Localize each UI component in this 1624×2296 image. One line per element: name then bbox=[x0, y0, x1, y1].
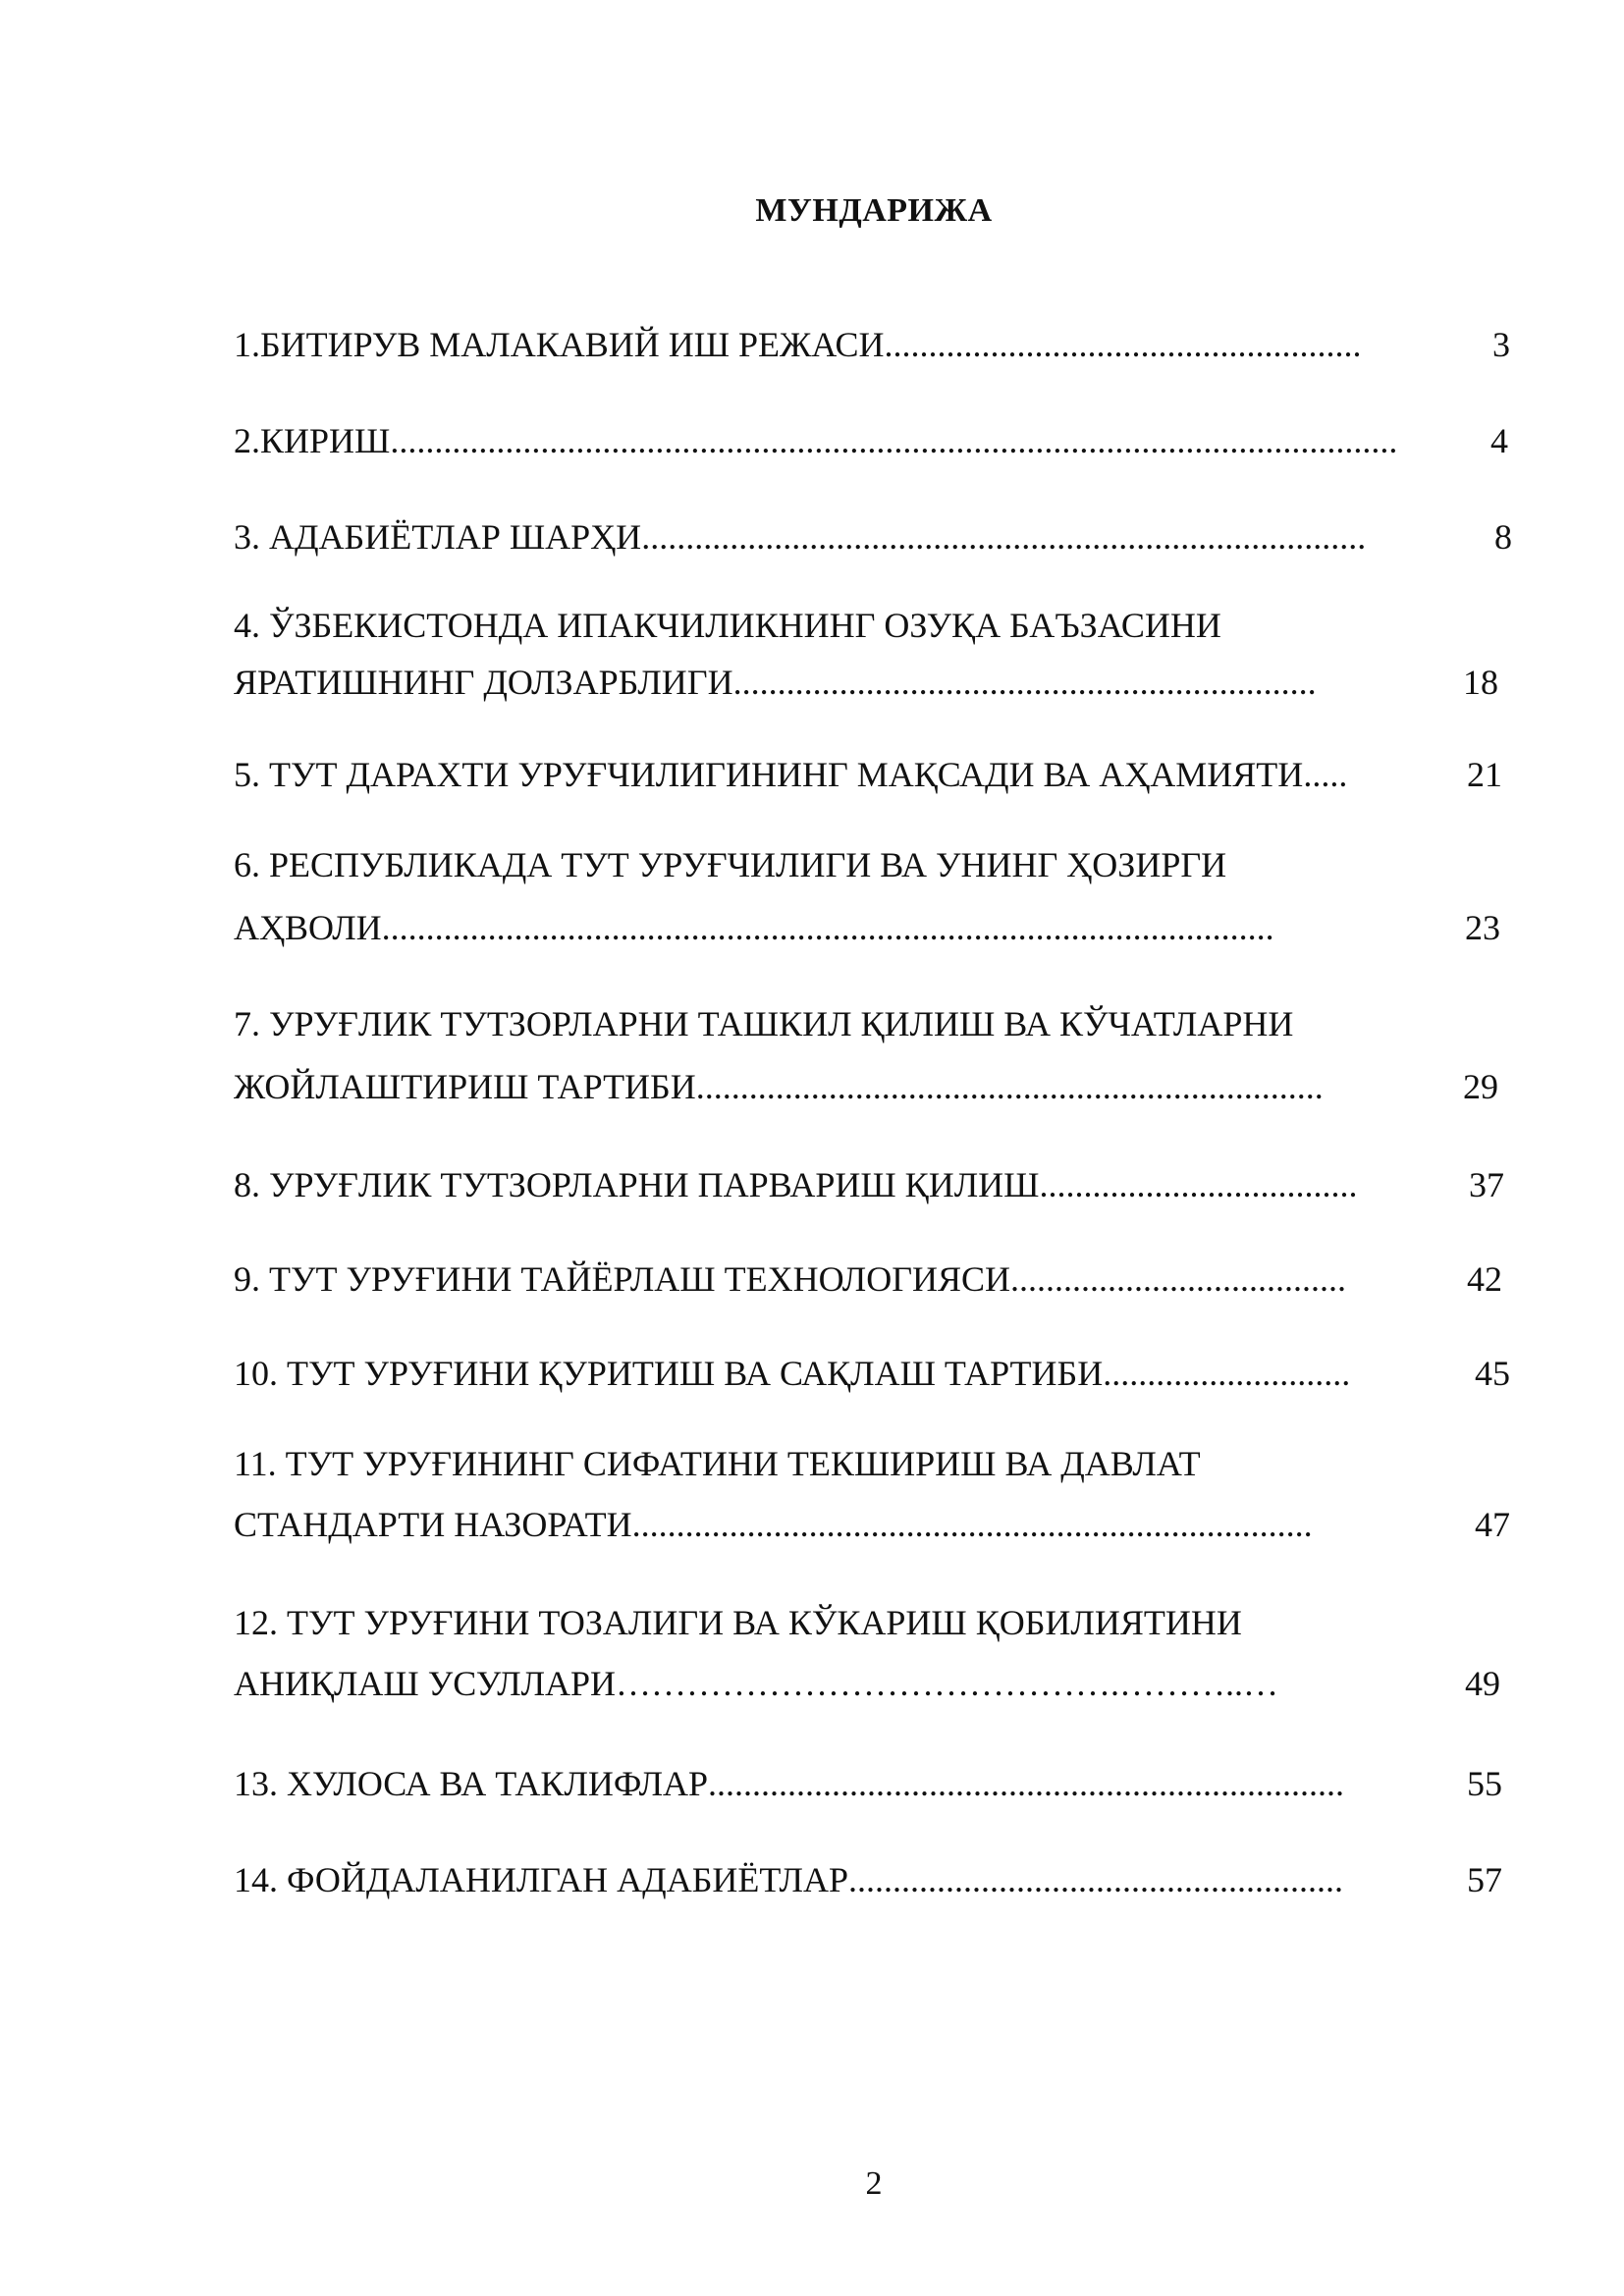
toc-entry-line bbox=[234, 1003, 1293, 1044]
toc-entry-title: 4. ЎЗБЕКИСТОНДА ИПАКЧИЛИКНИНГ ОЗУҚА БАЪЗАСИНИ bbox=[234, 606, 1221, 645]
toc-page-number: 49 bbox=[1465, 1664, 1500, 1703]
toc-page-number: 37 bbox=[1469, 1165, 1504, 1204]
toc-entry-line bbox=[234, 324, 1510, 365]
toc-leader-dots: .................................................................. bbox=[732, 663, 1317, 702]
toc-entry-title-cont: ЖОЙЛАШТИРИШ ТАРТИБИ bbox=[234, 1067, 696, 1106]
toc-entry-line bbox=[234, 605, 1221, 646]
toc-entry-title: 9. ТУТ УРУҒИНИ ТАЙЁРЛАШ ТЕХНОЛОГИЯСИ bbox=[234, 1259, 1011, 1299]
toc-page-number: 23 bbox=[1465, 908, 1500, 947]
toc-entry-line bbox=[234, 1602, 1242, 1643]
toc-page-number: 3 bbox=[1492, 325, 1510, 364]
toc-entry-title: 10. ТУТ УРУҒИНИ ҚУРИТИШ ВА САҚЛАШ ТАРТИБИ bbox=[234, 1354, 1104, 1393]
toc-leader-dots: ............................................................................. bbox=[631, 1505, 1313, 1544]
toc-leader-dots: .................................................................................. bbox=[641, 517, 1367, 557]
toc-entry-line bbox=[234, 662, 1498, 703]
toc-page-number: 57 bbox=[1467, 1860, 1502, 1899]
toc-entry-line bbox=[234, 844, 1226, 885]
toc-page-number: 47 bbox=[1475, 1505, 1510, 1544]
toc-page-number: 4 bbox=[1490, 421, 1508, 460]
toc-entry-title: 13. ХУЛОСА ВА ТАКЛИФЛАР bbox=[234, 1764, 709, 1803]
toc-entry-title: 8. УРУҒЛИК ТУТЗОРЛАРНИ ПАРВАРИШ ҚИЛИШ bbox=[234, 1165, 1040, 1204]
toc-entry-line bbox=[234, 1763, 1502, 1804]
toc-entry-line bbox=[234, 1258, 1502, 1300]
toc-page-number: 18 bbox=[1463, 663, 1498, 702]
toc-entry-line bbox=[234, 1164, 1504, 1205]
toc-entry-title: 14. ФОЙДАЛАНИЛГАН АДАБИЁТЛАР bbox=[234, 1860, 848, 1899]
toc-entry-title: 6. РЕСПУБЛИКАДА ТУТ УРУҒЧИЛИГИ ВА УНИНГ ҲОЗИРГИ bbox=[234, 845, 1227, 884]
toc-entry-title: 5. ТУТ ДАРАХТИ УРУҒЧИЛИГИНИНГ МАҚСАДИ ВА АҲАМИЯТИ bbox=[234, 755, 1304, 794]
toc-page-number: 55 bbox=[1467, 1764, 1502, 1803]
toc-entry-line bbox=[234, 1504, 1510, 1545]
toc-entry-title: 3. АДАБИЁТЛАР ШАРҲИ bbox=[234, 517, 642, 557]
toc-entry-line bbox=[234, 420, 1508, 461]
toc-leader-dots: .................................... bbox=[1039, 1165, 1358, 1204]
footer-page-number: 2 bbox=[865, 2165, 883, 2202]
toc-entry-line bbox=[234, 1066, 1498, 1107]
toc-entry-title-cont: АНИҚЛАШ УСУЛЛАРИ bbox=[234, 1664, 617, 1703]
toc-entry-line bbox=[234, 1353, 1510, 1394]
toc-page-number: 45 bbox=[1475, 1354, 1510, 1393]
toc-leader-dots: ........................................................................ bbox=[708, 1764, 1345, 1803]
toc-leader-dots: .................................................................................................................. bbox=[390, 421, 1398, 460]
toc-entry-line bbox=[234, 754, 1502, 795]
toc-page-number: 42 bbox=[1467, 1259, 1502, 1299]
toc-page-number: 29 bbox=[1463, 1067, 1498, 1106]
toc-entry-title: 1.БИТИРУВ МАЛАКАВИЙ ИШ РЕЖАСИ bbox=[234, 325, 885, 364]
toc-page-number: 8 bbox=[1494, 517, 1512, 557]
page-title: МУНДАРИЖА bbox=[755, 192, 993, 229]
toc-entry-line bbox=[234, 1443, 1201, 1484]
toc-entry-line bbox=[234, 907, 1500, 948]
toc-leader-dots: ........................................................ bbox=[848, 1860, 1343, 1899]
toc-page-number: 21 bbox=[1467, 755, 1502, 794]
toc-entry-title: 12. ТУТ УРУҒИНИ ТОЗАЛИГИ ВА КЎКАРИШ ҚОБИЛИЯТИНИ bbox=[234, 1603, 1242, 1642]
toc-leader-dots: ..... bbox=[1303, 755, 1348, 794]
toc-entry-title-cont: АҲВОЛИ bbox=[234, 908, 382, 947]
toc-leader-dots: ...................................................... bbox=[884, 325, 1362, 364]
toc-entry-title: 11. ТУТ УРУҒИНИНГ СИФАТИНИ ТЕКШИРИШ ВА ДАВЛАТ bbox=[234, 1444, 1201, 1483]
toc-leader-dots: ..................................................................................................... bbox=[381, 908, 1274, 947]
toc-entry-title-cont: ЯРАТИШНИНГ ДОЛЗАРБЛИГИ bbox=[234, 663, 733, 702]
toc-entry-line bbox=[234, 1859, 1502, 1900]
toc-leader-dots: ...................................... bbox=[1010, 1259, 1347, 1299]
toc-entry-title-cont: СТАНДАРТИ НАЗОРАТИ bbox=[234, 1505, 632, 1544]
toc-leader-dots: ............................ bbox=[1103, 1354, 1351, 1393]
toc-leader-dots: …………………………………….………..… bbox=[616, 1664, 1279, 1703]
toc-entry-line bbox=[234, 1663, 1500, 1704]
toc-entry-title: 7. УРУҒЛИК ТУТЗОРЛАРНИ ТАШКИЛ ҚИЛИШ ВА КЎЧАТЛАРНИ bbox=[234, 1004, 1294, 1043]
toc-entry-line bbox=[234, 516, 1512, 558]
toc-leader-dots: ....................................................................... bbox=[695, 1067, 1324, 1106]
toc-entry-title: 2.КИРИШ bbox=[234, 421, 391, 460]
